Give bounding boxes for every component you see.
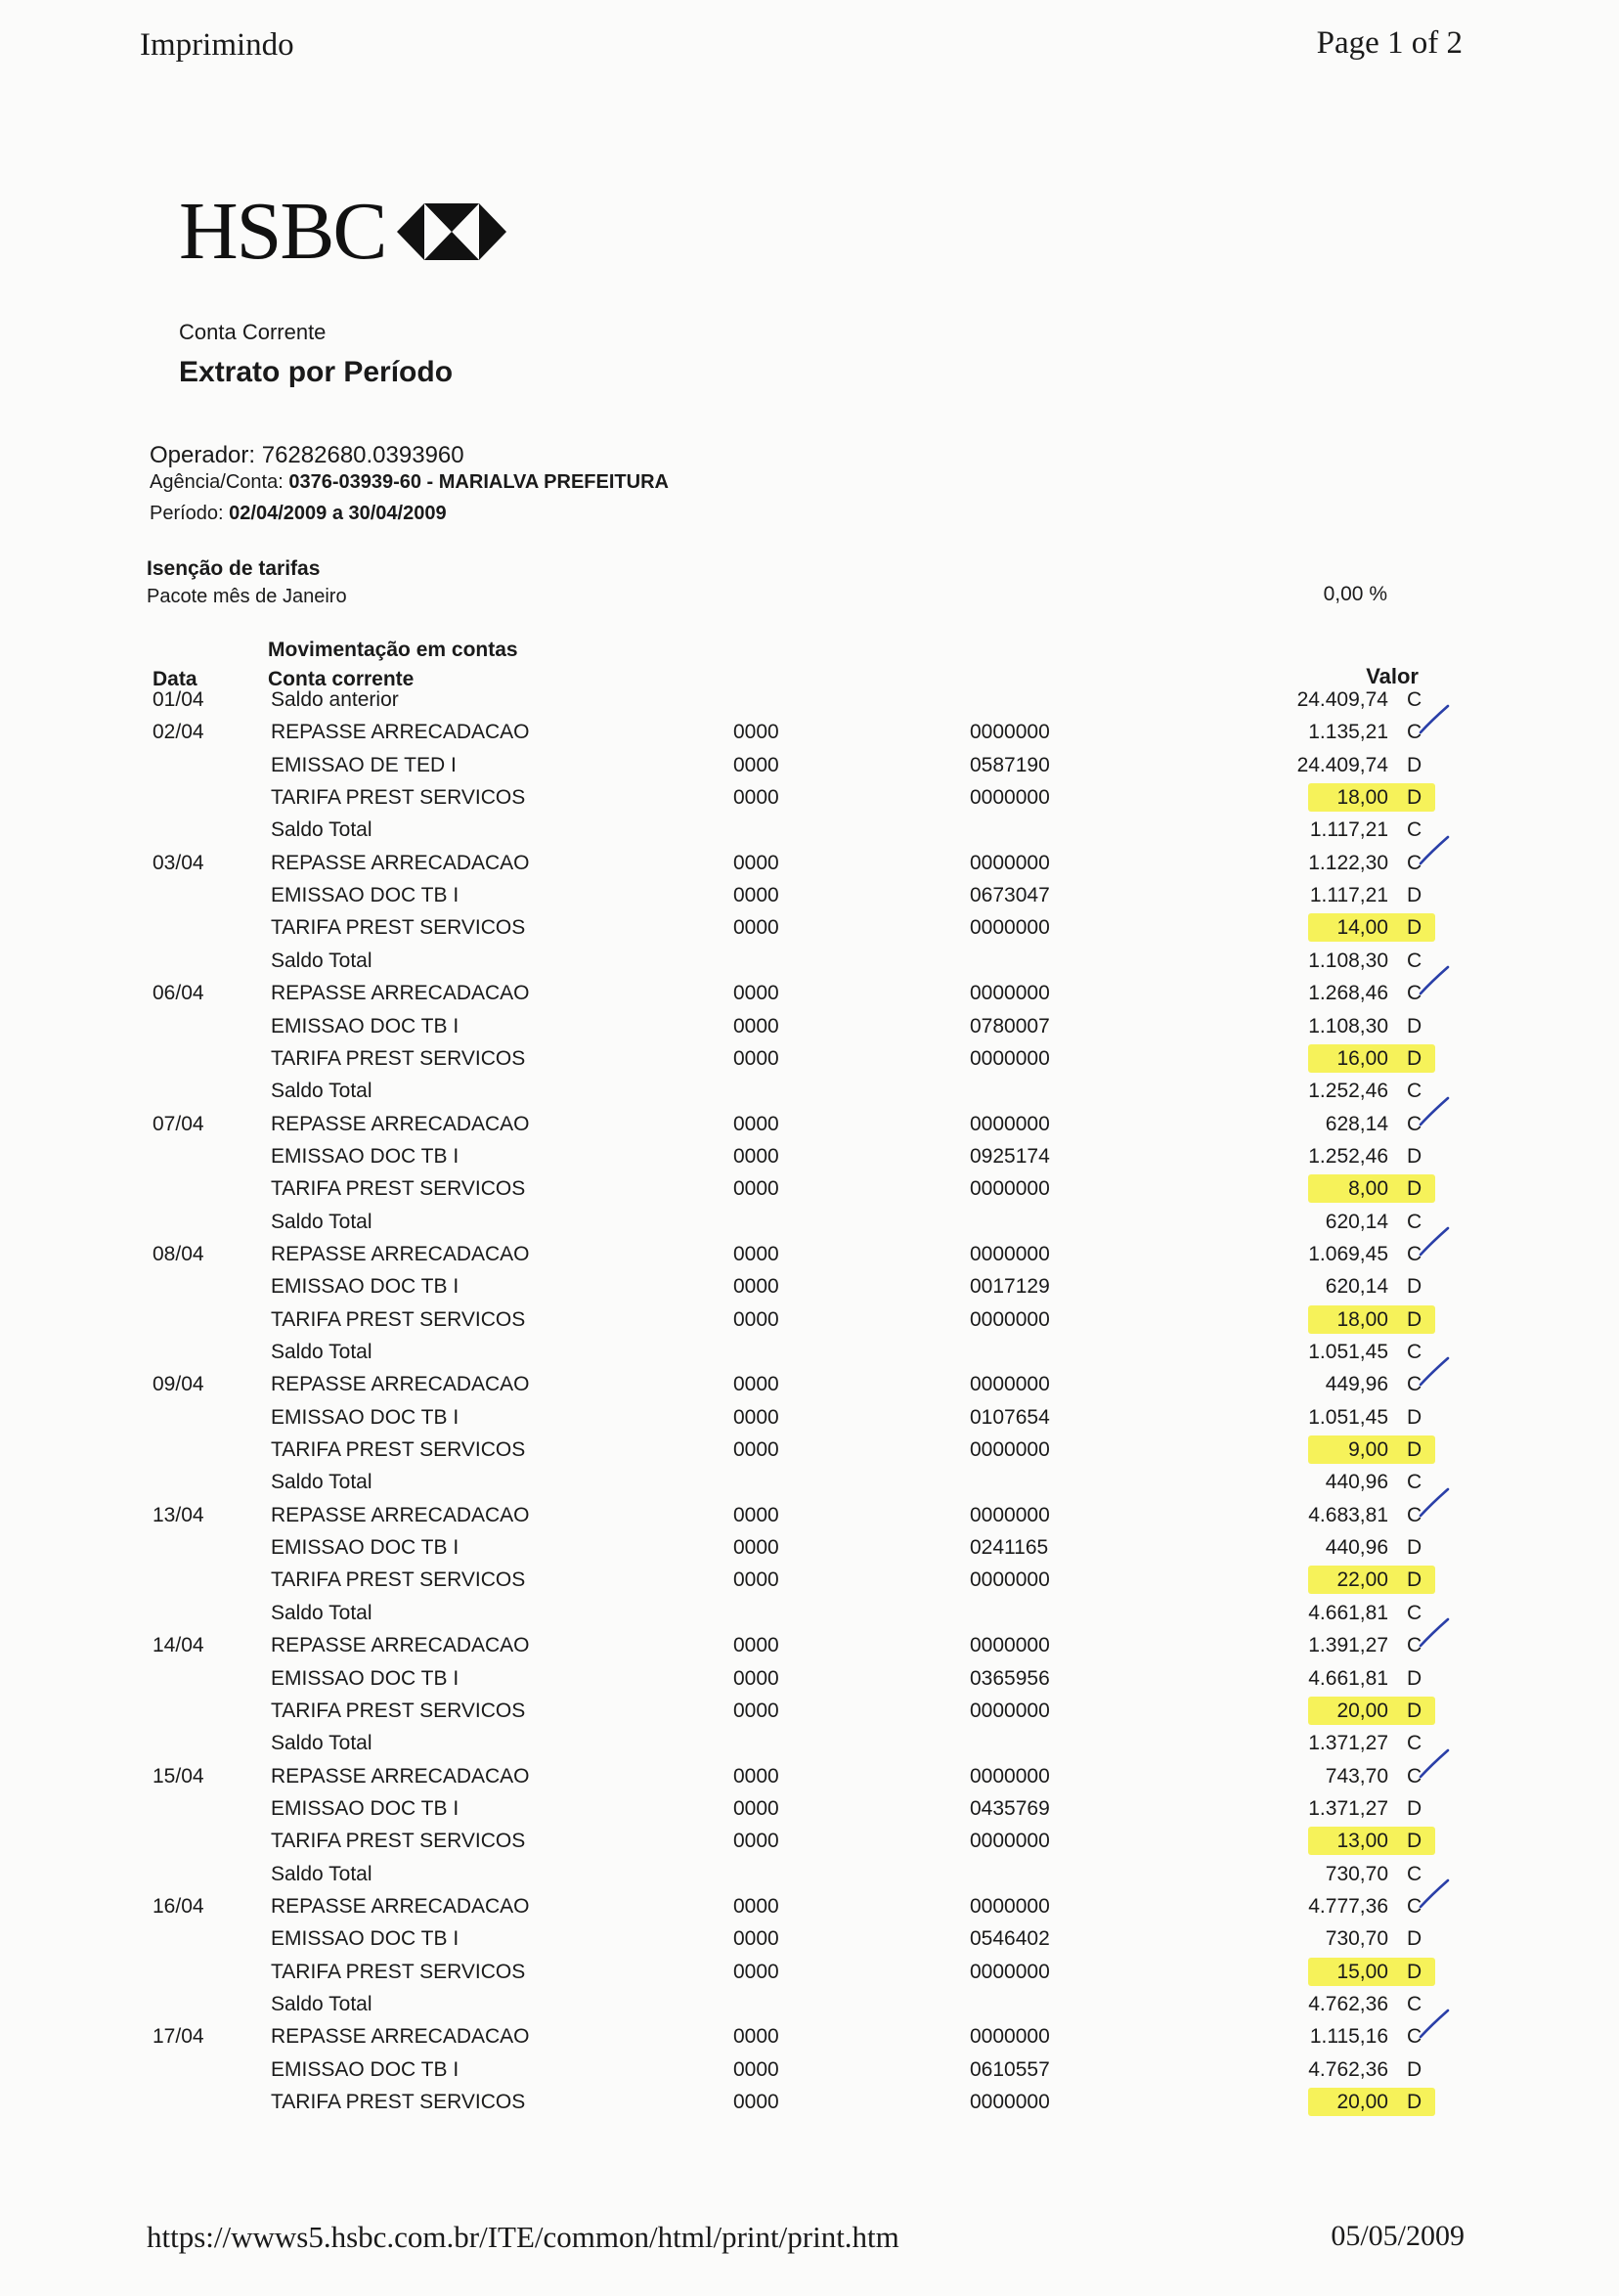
agency-label: Agência/Conta: [150,471,284,493]
table-row [0,721,1619,750]
row-agency: 0000 [733,1796,779,1820]
row-description: TARIFA PREST SERVICOS [271,786,526,810]
row-agency: 0000 [733,1699,779,1722]
row-debit-credit: C [1407,1993,1422,2015]
row-description: TARIFA PREST SERVICOS [271,1699,526,1722]
table-row [0,852,1619,881]
row-document: 0000000 [970,1242,1050,1265]
row-description: REPASSE ARRECADACAO [271,1634,530,1657]
row-debit-credit: C [1407,1894,1422,1918]
row-description: REPASSE ARRECADACAO [271,721,530,744]
row-amount: 20,00 [1336,1699,1388,1722]
row-document: 0925174 [970,1144,1050,1168]
row-date: 06/04 [153,982,204,1005]
row-debit-credit: D [1407,1014,1422,1038]
row-description: REPASSE ARRECADACAO [271,1503,530,1526]
table-row [0,1341,1619,1370]
row-description: REPASSE ARRECADACAO [271,2025,530,2049]
row-agency: 0000 [733,2025,779,2049]
table-row [0,1471,1619,1500]
row-amount: 1.391,27 [1308,1634,1388,1657]
row-description: Saldo Total [271,1080,372,1103]
row-agency: 0000 [733,1144,779,1168]
row-debit-credit: D [1407,916,1422,940]
row-date: 13/04 [153,1503,204,1526]
row-description: EMISSAO DOC TB I [271,1666,459,1690]
row-amount: 20,00 [1336,2091,1388,2114]
table-row [0,1113,1619,1142]
row-agency: 0000 [733,2057,779,2081]
row-amount: 440,96 [1325,1471,1388,1494]
table-row [0,1732,1619,1761]
table-row [0,1765,1619,1794]
row-amount: 8,00 [1348,1177,1388,1201]
row-agency: 0000 [733,721,779,744]
table-row [0,982,1619,1011]
row-description: REPASSE ARRECADACAO [271,1764,530,1788]
row-agency: 0000 [733,851,779,874]
row-description: EMISSAO DOC TB I [271,2057,459,2081]
row-amount: 15,00 [1336,1960,1388,1983]
row-debit-credit: D [1407,1046,1422,1070]
row-date: 08/04 [153,1242,204,1265]
row-document: 0587190 [970,753,1050,776]
row-amount: 13,00 [1336,1830,1388,1853]
row-debit-credit: C [1407,1862,1422,1885]
period-label: Período: [150,503,224,524]
logo-text: HSBC [179,186,386,277]
table-row [0,1177,1619,1207]
row-description: EMISSAO DOC TB I [271,1536,459,1560]
row-debit-credit: C [1407,2025,1422,2049]
row-amount: 24.409,74 [1296,753,1388,776]
row-amount: 14,00 [1336,916,1388,940]
pen-check-mark-icon [1418,703,1451,738]
hsbc-hexagon-icon [397,203,506,260]
row-agency: 0000 [733,1275,779,1299]
pen-check-mark-icon [1418,1747,1451,1783]
row-debit-credit: C [1407,1471,1422,1494]
row-description: TARIFA PREST SERVICOS [271,916,526,940]
table-row [0,818,1619,848]
table-row [0,786,1619,816]
row-document: 0000000 [970,1177,1050,1201]
row-agency: 0000 [733,1405,779,1429]
table-row [0,1863,1619,1892]
row-document: 0000000 [970,1112,1050,1135]
row-document: 0000000 [970,1046,1050,1070]
table-row [0,1080,1619,1109]
row-amount: 1.122,30 [1308,851,1388,874]
row-debit-credit: C [1407,1080,1422,1103]
row-debit-credit: C [1407,1210,1422,1233]
row-description: EMISSAO DOC TB I [271,1405,459,1429]
table-row [0,1667,1619,1697]
agency-value: 0376-03939-60 - MARIALVA PREFEITURA [288,471,669,493]
row-amount: 24.409,74 [1296,688,1388,711]
row-agency: 0000 [733,1764,779,1788]
table-row [0,1243,1619,1272]
row-amount: 1.117,21 [1309,884,1388,907]
row-description: EMISSAO DOC TB I [271,884,459,907]
table-row [0,1145,1619,1174]
row-description: Saldo Total [271,1732,372,1755]
table-row [0,1438,1619,1468]
row-agency: 0000 [733,884,779,907]
row-debit-credit: D [1407,1144,1422,1168]
row-description: REPASSE ARRECADACAO [271,1112,530,1135]
row-debit-credit: D [1407,1927,1422,1951]
row-date: 01/04 [153,688,204,711]
row-document: 0000000 [970,1634,1050,1657]
hsbc-logo [179,184,506,279]
pen-check-mark-icon [1418,1616,1451,1652]
pen-check-mark-icon [1418,964,1451,999]
row-description: TARIFA PREST SERVICOS [271,1568,526,1592]
row-description: TARIFA PREST SERVICOS [271,1830,526,1853]
row-amount: 730,70 [1325,1927,1388,1951]
row-amount: 449,96 [1325,1373,1388,1396]
row-date: 07/04 [153,1112,204,1135]
row-description: EMISSAO DOC TB I [271,1144,459,1168]
row-amount: 4.661,81 [1308,1601,1388,1624]
row-debit-credit: D [1407,1699,1422,1722]
row-document: 0000000 [970,721,1050,744]
row-amount: 1.371,27 [1308,1796,1388,1820]
row-debit-credit: C [1407,1601,1422,1624]
row-document: 0107654 [970,1405,1050,1429]
row-debit-credit: D [1407,1177,1422,1201]
row-debit-credit: C [1407,1503,1422,1526]
row-amount: 4.661,81 [1308,1666,1388,1690]
row-agency: 0000 [733,1960,779,1983]
row-debit-credit: D [1407,1536,1422,1560]
row-amount: 730,70 [1325,1862,1388,1885]
row-description: TARIFA PREST SERVICOS [271,1307,526,1331]
row-debit-credit: C [1407,982,1422,1005]
row-debit-credit: C [1407,1112,1422,1135]
row-amount: 1.051,45 [1308,1405,1388,1429]
row-description: Saldo Total [271,1601,372,1624]
column-header-value: Valor [1366,664,1419,688]
row-amount: 1.135,21 [1308,721,1388,744]
pen-check-mark-icon [1418,1225,1451,1260]
row-amount: 743,70 [1325,1764,1388,1788]
exemption-value: 0,00 % [1323,583,1387,605]
row-amount: 1.051,45 [1308,1341,1388,1363]
pen-check-mark-icon [1418,1486,1451,1522]
row-document: 0017129 [970,1275,1050,1299]
footer-date: 05/05/2009 [1331,2220,1465,2252]
row-agency: 0000 [733,1634,779,1657]
row-amount: 4.762,36 [1308,1993,1388,2015]
row-debit-credit: C [1407,721,1422,744]
row-amount: 1.108,30 [1308,949,1388,972]
row-description: REPASSE ARRECADACAO [271,1373,530,1396]
table-row [0,2091,1619,2120]
row-document: 0365956 [970,1666,1050,1690]
row-amount: 1.371,27 [1308,1732,1388,1755]
table-row [0,1568,1619,1598]
row-amount: 1.069,45 [1308,1242,1388,1265]
row-debit-credit: D [1407,2091,1422,2114]
column-header-account: Conta corrente [268,668,415,690]
row-document: 0000000 [970,1307,1050,1331]
row-agency: 0000 [733,1242,779,1265]
row-agency: 0000 [733,1177,779,1201]
row-description: EMISSAO DOC TB I [271,1927,459,1951]
row-document: 0780007 [970,1014,1050,1038]
row-document: 0546402 [970,1927,1050,1951]
row-document: 0000000 [970,1503,1050,1526]
page-indicator: Page 1 of 2 [1316,25,1463,61]
footer-url: https://wwws5.hsbc.com.br/ITE/common/html/print/print.htm [147,2220,899,2254]
row-date: 02/04 [153,721,204,744]
row-debit-credit: D [1407,753,1422,776]
row-amount: 22,00 [1336,1568,1388,1592]
row-description: TARIFA PREST SERVICOS [271,2091,526,2114]
row-debit-credit: D [1407,1568,1422,1592]
row-date: 14/04 [153,1634,204,1657]
section-title: Movimentação em contas [268,639,518,661]
row-document: 0000000 [970,982,1050,1005]
row-debit-credit: D [1407,1438,1422,1462]
row-agency: 0000 [733,1438,779,1462]
row-agency: 0000 [733,1373,779,1396]
row-agency: 0000 [733,2091,779,2114]
period-value: 02/04/2009 a 30/04/2009 [229,503,447,524]
row-debit-credit: D [1407,1796,1422,1820]
row-document: 0000000 [970,1894,1050,1918]
exemption-title: Isenção de tarifas [147,557,321,580]
row-amount: 1.268,46 [1308,982,1388,1005]
row-document: 0000000 [970,1438,1050,1462]
table-row [0,1308,1619,1338]
row-amount: 18,00 [1336,1307,1388,1331]
row-agency: 0000 [733,1503,779,1526]
row-amount: 440,96 [1325,1536,1388,1560]
row-description: Saldo Total [271,1471,372,1494]
row-agency: 0000 [733,1536,779,1560]
row-document: 0000000 [970,786,1050,810]
row-amount: 620,14 [1325,1210,1388,1233]
row-description: TARIFA PREST SERVICOS [271,1438,526,1462]
row-description: Saldo Total [271,1862,372,1885]
table-row [0,949,1619,979]
row-agency: 0000 [733,1894,779,1918]
row-description: EMISSAO DOC TB I [271,1796,459,1820]
row-document: 0000000 [970,2025,1050,2049]
row-agency: 0000 [733,786,779,810]
row-document: 0673047 [970,884,1050,907]
row-debit-credit: D [1407,1960,1422,1983]
table-row [0,1373,1619,1402]
table-row [0,1047,1619,1077]
pen-check-mark-icon [1418,2008,1451,2043]
operator-line [150,442,464,469]
row-amount: 1.252,46 [1308,1144,1388,1168]
row-document: 0000000 [970,916,1050,940]
row-debit-credit: C [1407,1373,1422,1396]
row-description: TARIFA PREST SERVICOS [271,1046,526,1070]
operator-label: Operador: [150,442,256,468]
table-row [0,1015,1619,1044]
row-description: REPASSE ARRECADACAO [271,851,530,874]
table-row [0,2058,1619,2088]
row-amount: 4.683,81 [1308,1503,1388,1526]
row-agency: 0000 [733,1046,779,1070]
table-row [0,1406,1619,1435]
row-agency: 0000 [733,1830,779,1853]
row-description: Saldo Total [271,1993,372,2015]
print-header-title: Imprimindo [140,27,294,63]
row-document: 0000000 [970,1960,1050,1983]
row-debit-credit: C [1407,1634,1422,1657]
table-row [0,1275,1619,1304]
row-debit-credit: D [1407,1830,1422,1853]
row-agency: 0000 [733,1568,779,1592]
row-agency: 0000 [733,1666,779,1690]
row-agency: 0000 [733,916,779,940]
row-debit-credit: C [1407,1764,1422,1788]
row-amount: 4.777,36 [1308,1894,1388,1918]
pen-check-mark-icon [1418,1355,1451,1391]
table-row [0,2025,1619,2054]
row-amount: 1.108,30 [1308,1014,1388,1038]
row-agency: 0000 [733,1112,779,1135]
pen-check-mark-icon [1418,834,1451,869]
exemption-label: Pacote mês de Janeiro [147,586,347,607]
row-amount: 9,00 [1348,1438,1388,1462]
row-agency: 0000 [733,753,779,776]
row-debit-credit: C [1407,688,1422,711]
row-document: 0000000 [970,1373,1050,1396]
row-amount: 16,00 [1336,1046,1388,1070]
row-description: REPASSE ARRECADACAO [271,1242,530,1265]
page-title: Extrato por Período [179,356,454,388]
row-debit-credit: D [1407,1275,1422,1299]
table-row [0,754,1619,783]
period-line [150,503,447,525]
table-row [0,916,1619,946]
row-debit-credit: C [1407,851,1422,874]
row-description: Saldo Total [271,1341,372,1363]
row-description: Saldo Total [271,949,372,972]
row-description: Saldo Total [271,818,372,842]
row-debit-credit: D [1407,1307,1422,1331]
row-debit-credit: D [1407,1405,1422,1429]
operator-value: 76282680.0393960 [261,442,464,468]
pen-check-mark-icon [1418,1877,1451,1913]
row-debit-credit: C [1407,1341,1422,1363]
row-debit-credit: D [1407,884,1422,907]
row-description: TARIFA PREST SERVICOS [271,1960,526,1983]
row-agency: 0000 [733,1014,779,1038]
row-amount: 1.115,16 [1309,2025,1388,2049]
row-document: 0000000 [970,1568,1050,1592]
row-amount: 1.117,21 [1309,818,1388,842]
row-debit-credit: C [1407,949,1422,972]
agency-line [150,471,669,494]
row-description: Saldo anterior [271,688,399,711]
row-description: REPASSE ARRECADACAO [271,1894,530,1918]
row-debit-credit: D [1407,786,1422,810]
row-description: Saldo Total [271,1210,372,1233]
table-row [0,1797,1619,1827]
table-row [0,1700,1619,1729]
table-row [0,1602,1619,1631]
row-description: REPASSE ARRECADACAO [271,982,530,1005]
row-document: 0435769 [970,1796,1050,1820]
row-document: 0000000 [970,1764,1050,1788]
row-document: 0000000 [970,851,1050,874]
row-date: 09/04 [153,1373,204,1396]
row-document: 0000000 [970,2091,1050,2114]
row-description: EMISSAO DOC TB I [271,1275,459,1299]
table-row [0,1634,1619,1663]
row-description: EMISSAO DE TED I [271,753,457,776]
table-row [0,1536,1619,1566]
column-header-date: Data [153,668,197,690]
row-amount: 18,00 [1336,786,1388,810]
row-date: 16/04 [153,1894,204,1918]
row-amount: 4.762,36 [1308,2057,1388,2081]
account-type: Conta Corrente [179,320,327,344]
row-agency: 0000 [733,982,779,1005]
table-row [0,1504,1619,1533]
row-document: 0000000 [970,1830,1050,1853]
row-document: 0000000 [970,1699,1050,1722]
row-date: 15/04 [153,1764,204,1788]
row-date: 03/04 [153,851,204,874]
table-row [0,1961,1619,1990]
table-row [0,1993,1619,2022]
row-description: EMISSAO DOC TB I [271,1014,459,1038]
row-description: TARIFA PREST SERVICOS [271,1177,526,1201]
pen-check-mark-icon [1418,1095,1451,1130]
table-row [0,884,1619,913]
row-debit-credit: C [1407,1242,1422,1265]
table-row [0,1895,1619,1924]
row-document: 0241165 [970,1536,1049,1560]
row-debit-credit: D [1407,1666,1422,1690]
row-document: 0610557 [970,2057,1050,2081]
table-row [0,1927,1619,1957]
row-debit-credit: D [1407,2057,1422,2081]
row-debit-credit: C [1407,818,1422,842]
row-amount: 1.252,46 [1308,1080,1388,1103]
row-amount: 628,14 [1325,1112,1388,1135]
row-amount: 620,14 [1325,1275,1388,1299]
row-date: 17/04 [153,2025,204,2049]
row-agency: 0000 [733,1927,779,1951]
table-row [0,1830,1619,1859]
table-row [0,688,1619,718]
row-agency: 0000 [733,1307,779,1331]
row-debit-credit: C [1407,1732,1422,1755]
table-row [0,1211,1619,1240]
